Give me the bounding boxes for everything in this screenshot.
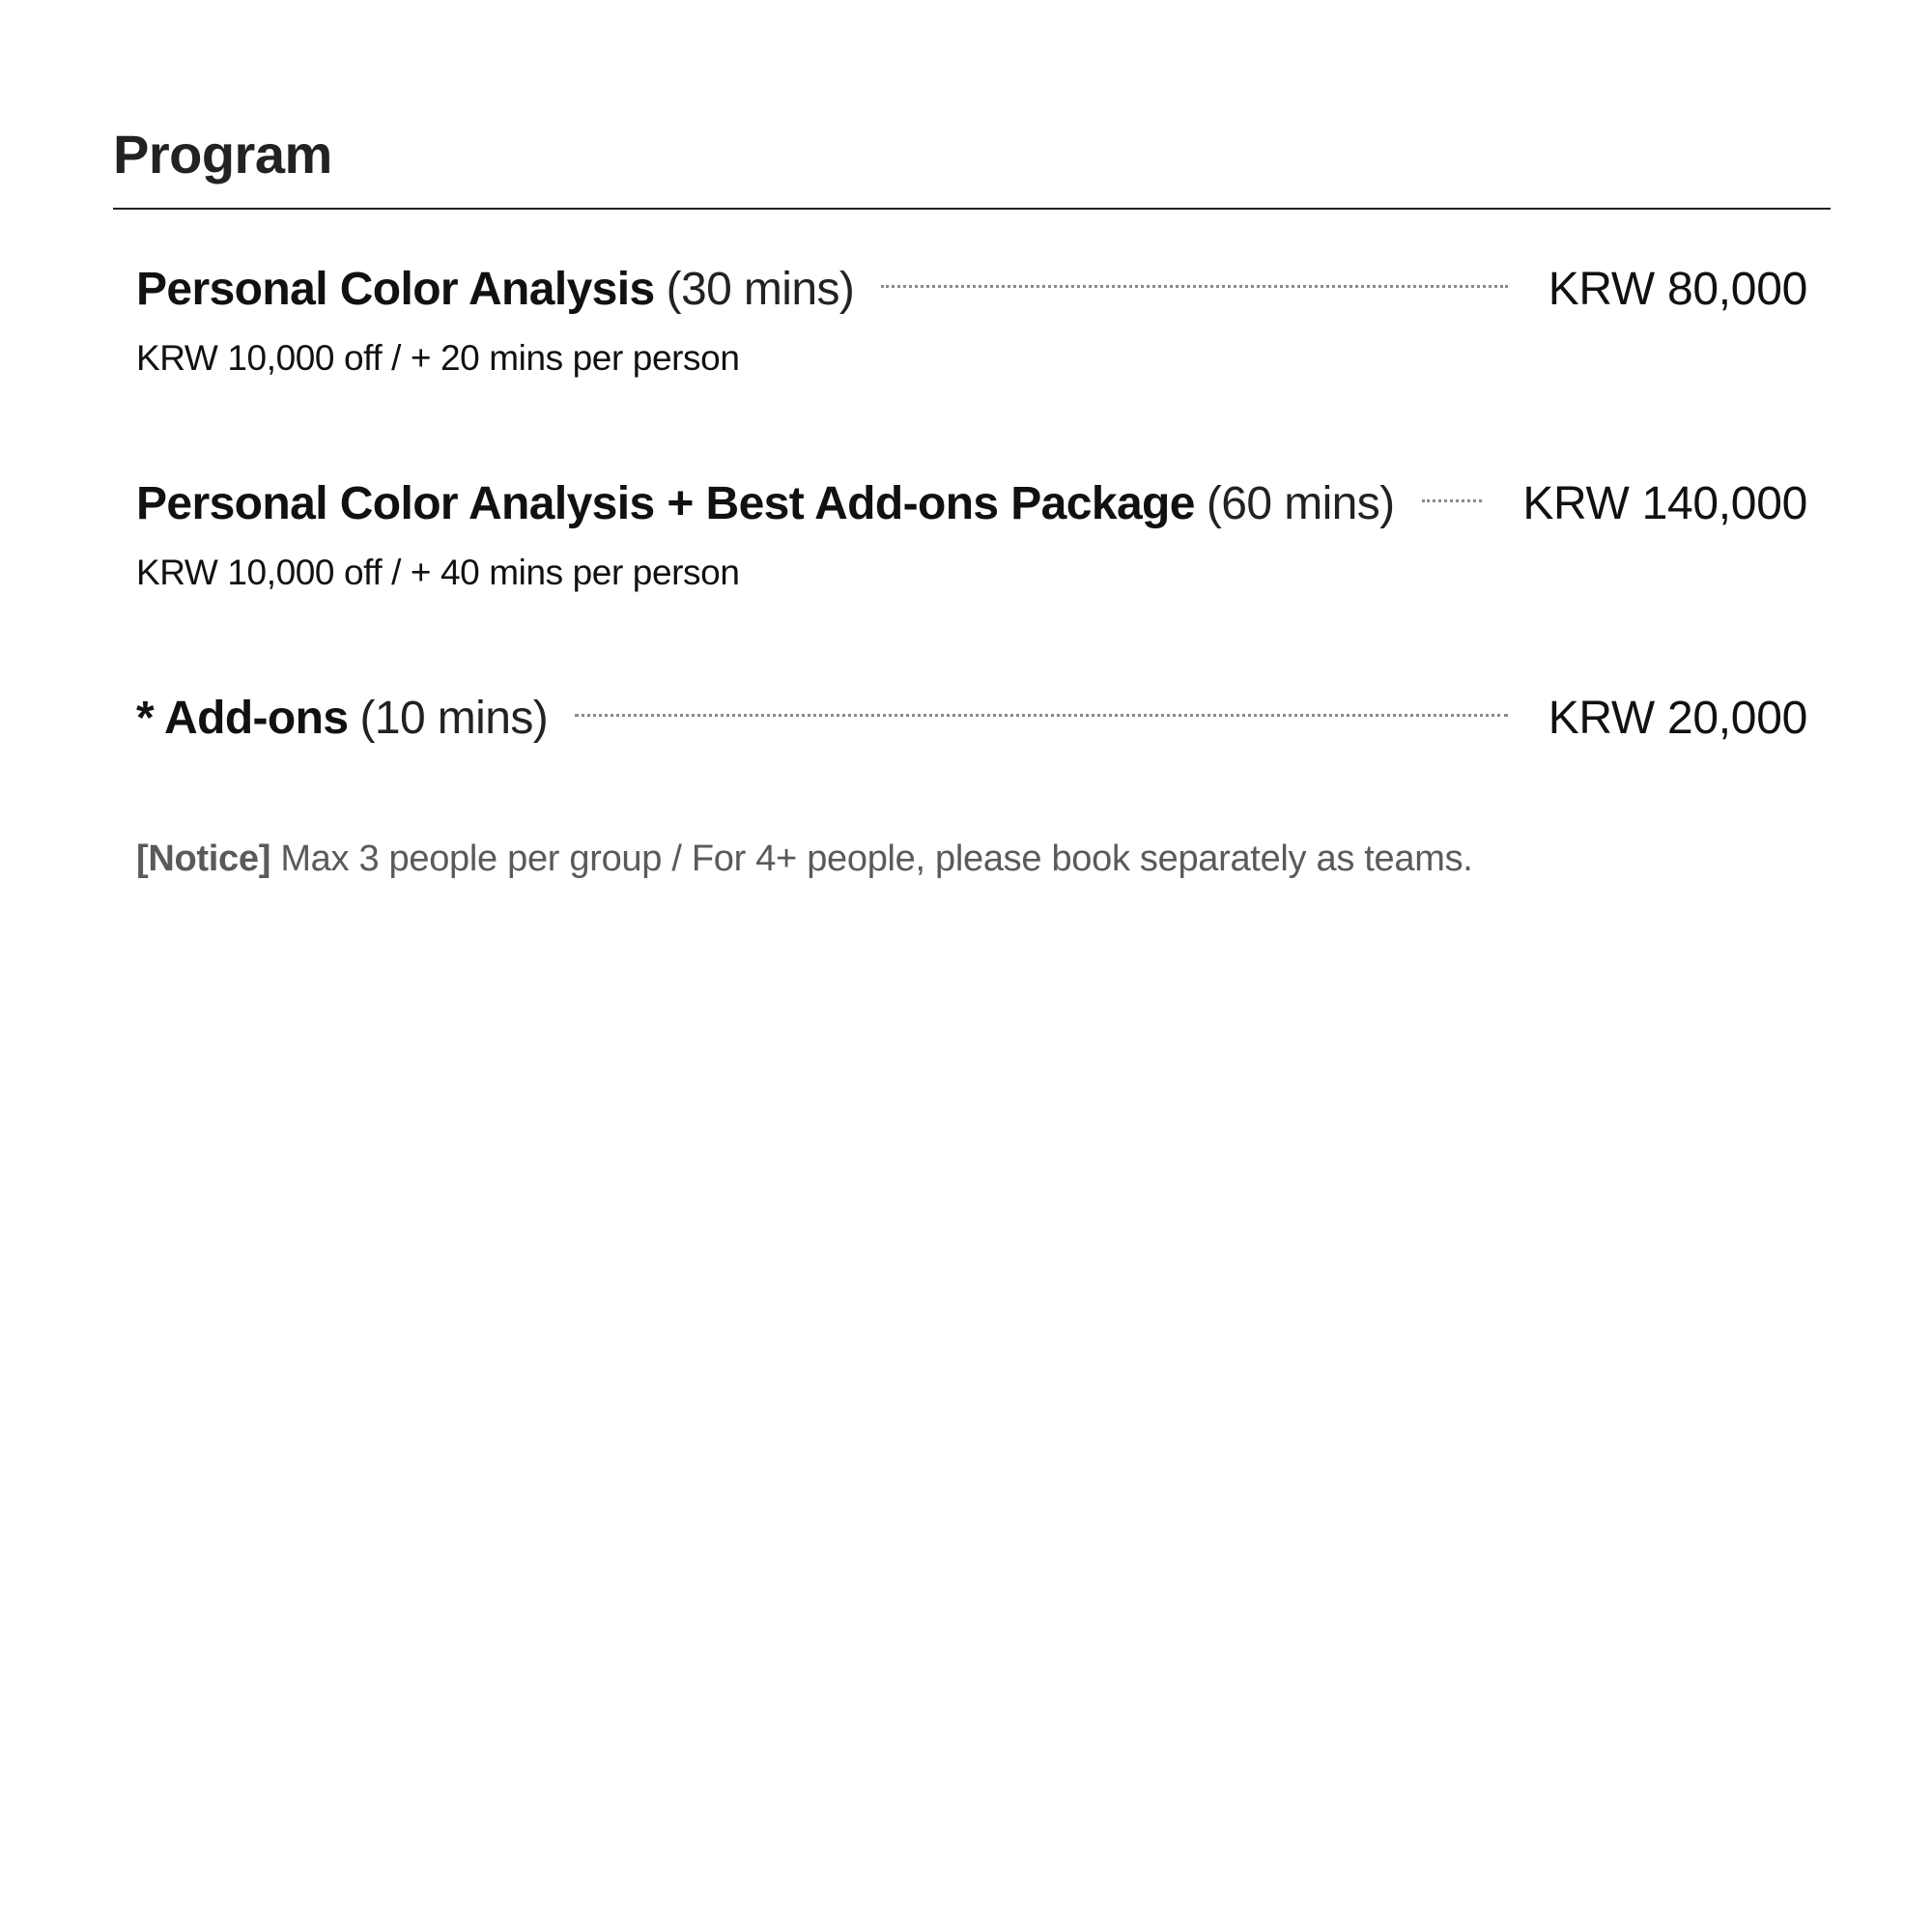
program-item-name: Personal Color Analysis (136, 264, 655, 315)
notice-tag: [Notice] (136, 838, 271, 879)
program-item-row (136, 473, 1807, 535)
program-item-price: KRW 140,000 (1522, 478, 1807, 529)
program-item-price: KRW 20,000 (1548, 693, 1807, 744)
program-item-package (136, 473, 1807, 593)
program-item-discount: KRW 10,000 off / + 40 mins per person (136, 553, 740, 592)
dotted-leader (575, 714, 1508, 717)
program-item-duration: (30 mins) (666, 264, 855, 315)
dotted-leader (1422, 499, 1483, 502)
program-item-name: Personal Color Analysis + Best Add-ons Package (136, 478, 1195, 529)
program-item-discount: KRW 10,000 off / + 20 mins per person (136, 338, 740, 378)
program-item-duration: (60 mins) (1206, 478, 1395, 529)
program-item-row (136, 688, 1807, 750)
notice-body: Max 3 people per group / For 4+ people, please book separately as teams. (280, 838, 1473, 879)
program-item-duration: (10 mins) (359, 693, 549, 744)
dotted-leader (881, 285, 1507, 288)
program-item-personal-color (136, 259, 1807, 379)
section-title: Program (113, 124, 332, 185)
program-item-price: KRW 80,000 (1548, 264, 1807, 315)
program-item-addons (136, 688, 1807, 750)
program-item-name: * Add-ons (136, 693, 349, 744)
title-divider (113, 208, 1831, 210)
program-item-row (136, 259, 1807, 321)
notice-text (136, 838, 1473, 880)
